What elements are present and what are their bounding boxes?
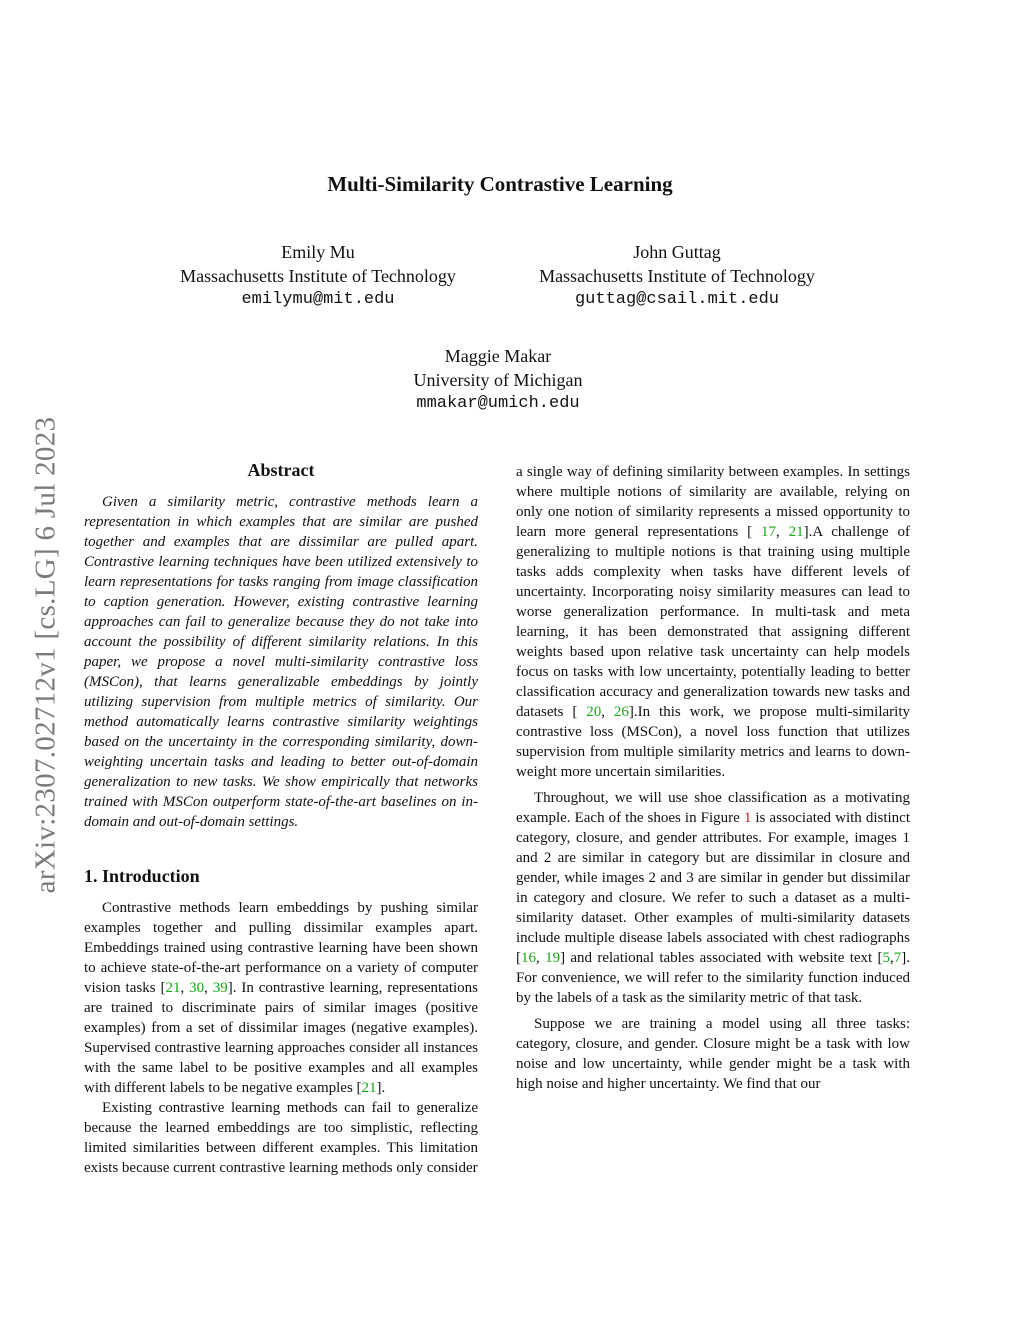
intro-paragraph-2: Existing contrastive learning methods can fail to generalize because the learned embeddings are too simplistic, reflecting limited similarities between different examples. This limitation exists because current contrastive learning methods only consider bbox=[84, 1100, 478, 1176]
figure-ref-link[interactable]: 1 bbox=[743, 810, 752, 826]
author-email: emilymu@mit.edu bbox=[241, 290, 395, 309]
right-column bbox=[516, 462, 910, 1094]
citation-link[interactable]: 21 bbox=[788, 524, 804, 540]
citation-link[interactable]: 17 bbox=[760, 524, 776, 540]
intro-paragraph-2-continued: a single way of defining similarity between examples. In settings where multiple notions of similarity are available, relying on only one notion of similarity represents a missed opportunity to learn more general representations [ 17, 21].A challenge of generalizing to multiple notions is that training using multiple tasks adds complexity when tasks have different levels of uncertainty. Incorporating noisy similarity measures can lead to worse generalization performance. In multi-task and meta learning, it has been demonstrated that assigning different weights based upon relative task uncertainty can help models focus on tasks with low uncertainty, potentially leading to better classification accuracy and generalization towards new tasks and datasets [ 20, 26].In this work, we propose multi-similarity contrastive loss (MSCon), a novel loss function that utilizes supervision from multiple similarity metrics and learns to down-weight more uncertain similarities. bbox=[516, 464, 911, 780]
author-affiliation: Massachusetts Institute of Technology bbox=[180, 266, 456, 286]
author-block-1 bbox=[158, 240, 478, 312]
citation-link[interactable]: 20 bbox=[586, 704, 602, 720]
author-name: John Guttag bbox=[633, 242, 721, 262]
abstract-heading: Abstract bbox=[247, 460, 315, 480]
citation-link[interactable]: 7 bbox=[893, 950, 902, 966]
citation-link[interactable]: 30 bbox=[189, 980, 205, 996]
author-email: guttag@csail.mit.edu bbox=[574, 290, 780, 309]
citation-link[interactable]: 21 bbox=[361, 1080, 377, 1096]
arxiv-identifier: arXiv:2307.02712v1 [cs.LG] 6 Jul 2023 bbox=[29, 416, 62, 894]
author-name: Maggie Makar bbox=[444, 346, 552, 366]
citation-link[interactable]: 26 bbox=[613, 704, 629, 720]
author-block-2 bbox=[517, 240, 837, 312]
citation-link[interactable]: 21 bbox=[165, 980, 181, 996]
author-block-3 bbox=[338, 344, 658, 416]
citation-link[interactable]: 16 bbox=[521, 950, 536, 966]
citation-link[interactable]: 5 bbox=[882, 950, 891, 966]
arxiv-sidebar bbox=[28, 375, 64, 935]
left-column bbox=[84, 460, 478, 1178]
author-affiliation: University of Michigan bbox=[413, 370, 583, 390]
section-heading-introduction: 1. Introduction bbox=[84, 866, 200, 886]
citation-link[interactable]: 19 bbox=[545, 950, 561, 966]
paper-title: Multi-Similarity Contrastive Learning bbox=[327, 172, 673, 196]
author-email: mmakar@umich.edu bbox=[416, 394, 580, 413]
citation-link[interactable]: 39 bbox=[212, 980, 228, 996]
intro-paragraph-4: Suppose we are training a model using all three tasks: category, closure, and gender. Closure might be a task with low noise and low uncertainty, while gender might be a task with high noise and higher uncertainty. We find that our bbox=[516, 1016, 910, 1092]
intro-paragraph-3: Throughout, we will use shoe classification as a motivating example. Each of the shoes in Figure 1 is associated with distinct category, closure, and gender attributes. For example, images 1 and 2 are similar in category but are dissimilar in closure and gender, while images 2 and 3 are similar in gender but dissimilar in category and closure. We refer to such a dataset as a multi-similarity dataset. Other examples of multi-similarity datasets include multiple disease labels associated with chest radiographs [16, 19] and relational tables associated with website text [5,7]. For convenience, we will refer to the similarity function induced by the labels of a task as the similarity metric of that task. bbox=[516, 790, 911, 1006]
author-name: Emily Mu bbox=[281, 242, 355, 262]
intro-paragraph-1: Contrastive methods learn embeddings by pushing similar examples together and pulling dissimilar examples apart. Embeddings trained using contrastive learning have been shown to achieve state-of-the-art performance on a variety of computer vision tasks [21, 30, 39]. In contrastive learning, representations are trained to discriminate pairs of similar images (positive examples) from a set of dissimilar images (negative examples). Supervised contrastive learning approaches consider all instances with the same label to be positive examples and all examples with different labels to be negative examples [21]. bbox=[84, 900, 478, 1096]
abstract-text: Given a similarity metric, contrastive methods learn a representation in which examples that are similar are pushed together and examples that are dissimilar are pulled apart. Contrastive learning techniques have been utilized extensively to learn representations for tasks ranging from image classification to caption generation. However, existing contrastive learning approaches can fail to generalize because they do not take into account the possibility of different similarity relations. In this paper, we propose a novel multi-similarity contrastive loss (MSCon), that learns generalizable embeddings by jointly utilizing supervision from multiple metrics of similarity. Our method automatically learns contrastive similarity weightings based on the uncertainty in the corresponding similarity, down-weighting uncertain tasks and leading to better out-of-domain generalization to new tasks. We show empirically that networks trained with MSCon outperform state-of-the-art baselines on in-domain and out-of-domain settings. bbox=[84, 494, 478, 830]
author-affiliation: Massachusetts Institute of Technology bbox=[539, 266, 815, 286]
